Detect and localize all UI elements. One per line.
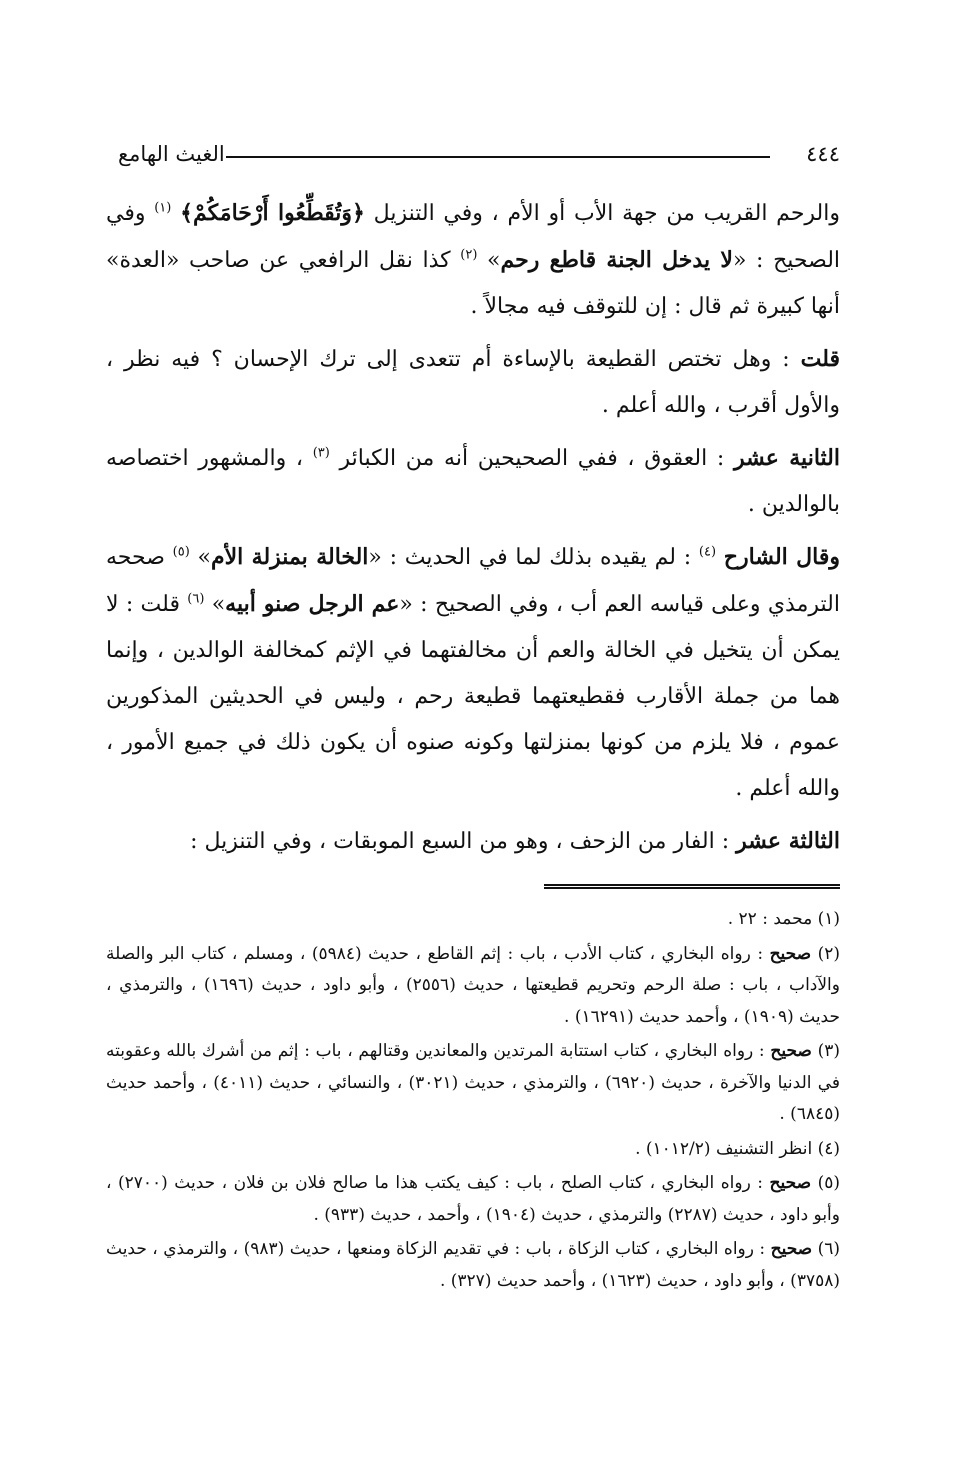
hadith-quote: الخالة بمنزلة الأم — [210, 544, 369, 570]
grading-label: صحيح — [769, 1173, 812, 1193]
footnote-2 — [106, 939, 840, 1034]
text-run: : الفار من الزحف ، وهو من السبع الموبقات ، وفي التنزيل : — [190, 829, 737, 854]
text-run: صححه الترمذي وعلى قياسه العم أب ، وفي الصحيح : « — [106, 545, 840, 617]
footnote-ref-3: (٣) — [312, 445, 330, 461]
footnote-text: : رواه البخاري ، كتاب الصلح ، باب : كيف يكتب هذا ما صالح فلان بن فلان ، حديث (٢٧٠٠) ، وأبو داود ، حديث (٢٢٨٧) والترمذي ، حديث (١٩٠٤) ، وأحمد ، حديث (٩٣٣) . — [106, 1173, 840, 1225]
text-run: : العقوق ، ففي الصحيحين أنه من الكبائر — [329, 446, 735, 471]
paragraph-lead: الثالثة عشر — [736, 828, 840, 854]
text-run: وفي الصحيح : « — [106, 201, 841, 273]
footnotes — [106, 904, 840, 1300]
text-run: : لم يقيده بذلك لما في الحديث : « — [368, 545, 699, 570]
text-run: والرحم القريب من جهة الأب أو الأم ، وفي التنزيل — [364, 201, 840, 226]
footnote-number: (٦) — [812, 1239, 840, 1259]
text-run: » — [189, 545, 211, 570]
text-run: قلت : لا يمكن أن يتخيل في الخالة والعم أن مخالفتهما في الإثم كمخالفة الوالدين ، وإنما هما من جملة الأقارب فقطيعتهما قطيعة رحم ، وليس في الحديثين المذكورين عموم ، فلا يلزم من كونها بمنزلتها وكونه صنوه أن يكون ذلك في جميع الأمور ، والله أعلم . — [106, 592, 840, 801]
paragraph-4 — [106, 534, 840, 812]
paragraph-lead: الثانية عشر — [734, 445, 840, 471]
footnote-4: (٤) انظر التشنيف (١٠١٢/٢) . — [635, 1138, 840, 1159]
footnote-separator — [544, 884, 840, 889]
footnote-5 — [106, 1168, 840, 1231]
footnote-number: (٣) — [811, 1041, 840, 1061]
text-run: ، والمشهور اختصاصه بالوالدين . — [106, 446, 840, 517]
book-title: الغيث الهامع — [118, 142, 225, 166]
quran-verse: ﴿وَتُقَطِّعُوا أَرْحَامَكُمْ﴾ — [180, 200, 365, 226]
footnote-3 — [106, 1036, 840, 1131]
main-text — [106, 190, 840, 871]
grading-label: صحيح — [770, 1041, 812, 1061]
footnote-1: (١) محمد : ٢٢ . — [727, 909, 840, 929]
paragraph-1 — [106, 190, 840, 330]
running-header — [118, 140, 840, 172]
grading-label: صحيح — [770, 1239, 813, 1259]
footnote-text: : رواه البخاري ، كتاب الزكاة ، باب : في تقديم الزكاة ومنعها ، حديث (٩٨٣) ، والترمذي ، حديث (٣٧٥٨) ، وأبو داود ، حديث (١٦٢٣) ، وأحمد حديث (٣٢٧) . — [106, 1239, 840, 1291]
footnote-ref-4: (٤) — [698, 544, 717, 560]
page-number: ٤٤٤ — [806, 142, 840, 166]
hadith-quote: لا يدخل الجنة قاطع رحم — [500, 247, 733, 273]
hadith-quote: عم الرجل صنو أبيه — [225, 591, 400, 617]
footnote-ref-2: (٢) — [460, 247, 478, 263]
footnote-text: : رواه البخاري ، كتاب استتابة المرتدين والمعاندين وقتالهم ، باب : إثم من أشرك بالله وعقوبته في الدنيا والآخرة ، حديث (٦٩٢٠) ، والترمذي ، حديث (٣٠٢١) ، والنسائي ، حديث (٤٠١١) ، وأحمد حديث (٦٨٤٥) . — [106, 1041, 840, 1124]
footnote-number: (٢) — [811, 943, 840, 964]
paragraph-3 — [106, 435, 840, 528]
text-run: » — [477, 248, 501, 273]
paragraph-lead: وقال الشارح — [723, 544, 841, 570]
text-run: كذا نقل الرافعي عن صاحب «العدة» أنها كبيرة ثم قال : إن للتوقف فيه مجالاً . — [106, 248, 840, 319]
text-run: : وهل تختص القطيعة بالإساءة أم تتعدى إلى ترك الإحسان ؟ فيه نظر ، والأول أقرب ، والله أعلم . — [106, 347, 840, 418]
footnote-text: : رواه البخاري ، كتاب الأدب ، باب : إثم القاطع ، حديث (٥٩٨٤) ، ومسلم ، كتاب البر والصلة والآداب ، باب : صلة الرحم وتحريم قطيعتها ، حديث (٢٥٥٦) ، وأبو داود ، حديث (١٦٩٦) ، والترمذي ، حديث (١٩٠٩) ، وأحمد حديث (١٦٢٩١) . — [106, 943, 840, 1027]
footnote-ref-1: (١) — [154, 200, 172, 216]
paragraph-2 — [106, 336, 840, 429]
footnote-ref-5: (٥) — [172, 544, 190, 560]
footnote-6 — [106, 1234, 840, 1297]
paragraph-5 — [106, 818, 840, 865]
text-run: » — [204, 592, 226, 617]
footnote-number: (٥) — [811, 1173, 840, 1193]
grading-label: صحيح — [769, 943, 812, 964]
footnote-ref-6: (٦) — [187, 591, 205, 607]
paragraph-lead: قلت — [800, 346, 840, 372]
header-rule — [226, 156, 770, 158]
